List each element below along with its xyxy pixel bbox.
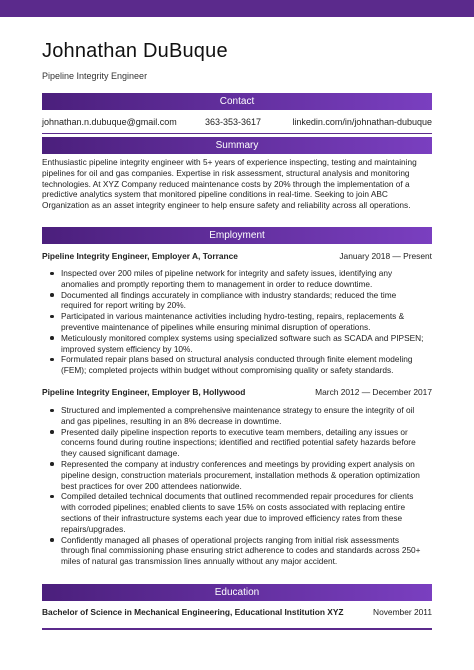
list-item: Inspected over 200 miles of pipeline network for integrity and safety issues, identifying any anomalies and promptly reporting them to management in order to reduce downtime. xyxy=(61,268,428,290)
linkedin-link[interactable]: linkedin.com/in/johnathan-dubuque xyxy=(292,117,432,127)
list-item: Represented the company at industry conferences and meetings by providing expert analysis on pipeline design, construction materials procurement, installation methods & operation optimization best practices for over 200 attendees nationwide. xyxy=(61,459,428,491)
job-bullet-list xyxy=(42,268,428,376)
section-header-contact: Contact xyxy=(42,93,432,110)
education-entry xyxy=(42,607,432,618)
job-title-employer: Pipeline Integrity Engineer, Employer A, Torrance xyxy=(42,251,238,261)
graduation-date: November 2011 xyxy=(373,607,432,617)
section-header-education: Education xyxy=(42,584,432,601)
summary-text: Enthusiastic pipeline integrity engineer with 5+ years of experience inspecting, testing and maintaining pipelines for oil and gas companies. Expertise in risk assessment, structural analysis and monitoring technologies. At XYZ Company reduced maintenance costs by 20% through the implementation of a predictive analytics system that monitored pipeline conditions in real-time. Seeking to join ABC Organization as an asset integrity engineer to help ensure safety and reliability across all operations. xyxy=(42,157,417,211)
job-dates: January 2018 — Present xyxy=(339,251,432,261)
section-header-summary: Summary xyxy=(42,137,432,154)
job-title: Pipeline Integrity Engineer xyxy=(42,71,148,81)
email-link[interactable]: johnathan.n.dubuque@gmail.com xyxy=(42,117,177,127)
list-item: Formulated repair plans based on structural analysis conducted through finite element modeling (FEM); completed projects within budget without compromising quality or safety standards. xyxy=(61,354,428,376)
section-header-employment: Employment xyxy=(42,227,432,244)
list-item: Participated in various maintenance activities including hydro-testing, repairs, replacements & preventive maintenance of pipelines while ensuring minimal disruption of operations. xyxy=(61,311,428,333)
job-title-employer: Pipeline Integrity Engineer, Employer B, Hollywood xyxy=(42,387,246,397)
job-header xyxy=(42,251,432,262)
degree-institution: Bachelor of Science in Mechanical Engineering, Educational Institution XYZ xyxy=(42,607,344,617)
job-header xyxy=(42,387,432,398)
phone-number: 363-353-3617 xyxy=(205,117,262,127)
top-accent-bar xyxy=(0,0,474,17)
list-item: Compiled detailed technical documents that outlined recommended repair procedures for clients with corroded pipelines; enabled clients to save 15% on costs associated with replacing entire sections of their infrastructure systems each year due to improved efficiency rates from these repairs/upgrades. xyxy=(61,491,428,534)
candidate-name: Johnathan DuBuque xyxy=(42,40,228,62)
list-item: Confidently managed all phases of operational projects ranging from initial risk assessments through final commissioning phase ensuring strict adherence to codes and standards across 250+ miles of natural gas transmission lines annually without any major accident. xyxy=(61,535,428,567)
job-bullet-list xyxy=(42,405,428,567)
list-item: Structured and implemented a comprehensive maintenance strategy to ensure the integrity of oil and gas pipelines, resulting in an 8% decrease in downtime. xyxy=(61,405,428,427)
list-item: Presented daily pipeline inspection reports to executive team members, detailing any issues or concerns found during routine inspections; identified and rectified potential safety hazards before they caused significant damage. xyxy=(61,427,428,459)
list-item: Documented all findings accurately in compliance with industry standards; reduced the time required for report writing by 20%. xyxy=(61,290,428,312)
divider xyxy=(42,133,432,134)
bottom-accent-line xyxy=(42,628,432,630)
list-item: Meticulously monitored complex systems using specialized software such as SCADA and PIPSEN; improved system efficiency by 10%. xyxy=(61,333,428,355)
job-dates: March 2012 — December 2017 xyxy=(315,387,432,397)
